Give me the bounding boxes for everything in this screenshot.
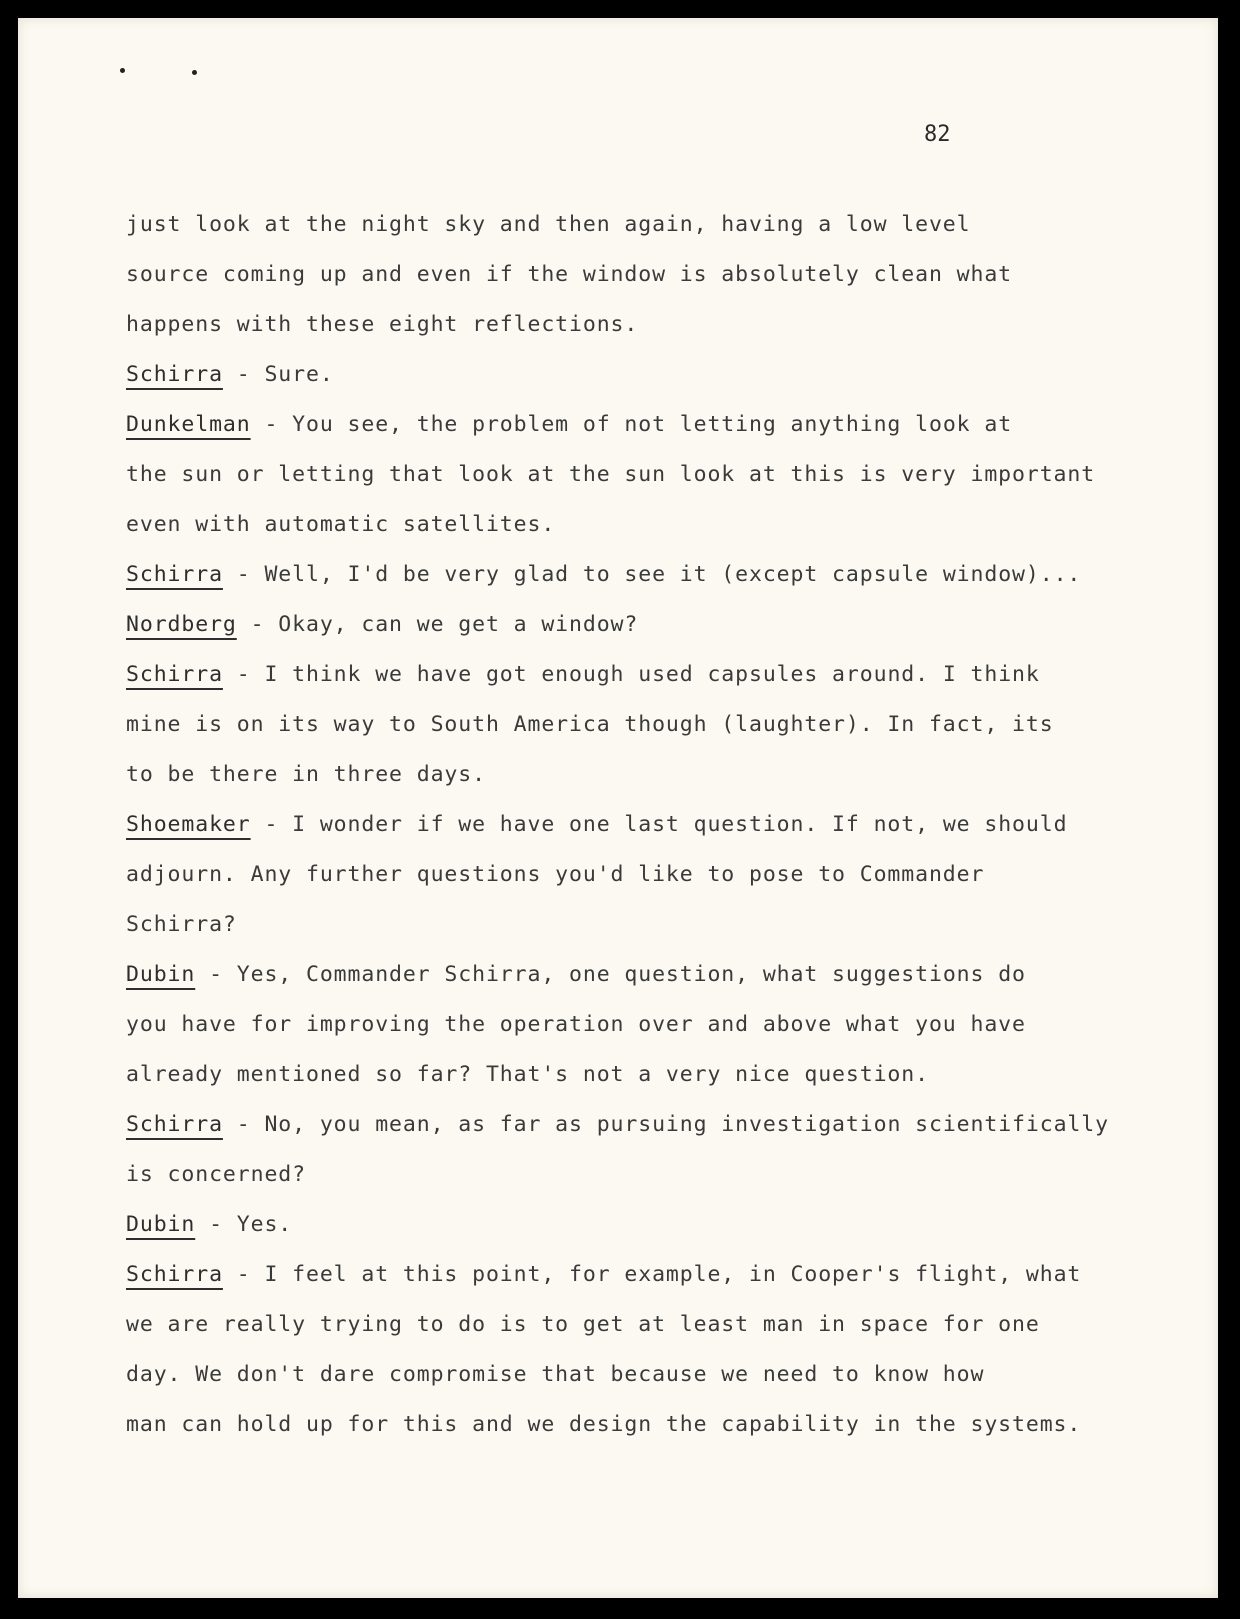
transcript-line <box>126 960 1216 1010</box>
transcript-line <box>126 560 1216 610</box>
transcript-line <box>126 1260 1216 1310</box>
line-text: Schirra? <box>126 912 237 937</box>
transcript-line <box>126 460 1216 510</box>
transcript-line <box>126 310 1216 360</box>
transcript-line <box>126 660 1216 710</box>
line-text: already mentioned so far? That's not a very nice question. <box>126 1062 929 1087</box>
transcript-line <box>126 1310 1216 1360</box>
line-text: day. We don't dare compromise that because we need to know how <box>126 1362 985 1387</box>
speaker-name: Dubin <box>126 962 196 987</box>
line-text: we are really trying to do is to get at least man in space for one <box>126 1312 1040 1337</box>
line-text: you have for improving the operation over and above what you have <box>126 1012 1026 1037</box>
transcript-line <box>126 410 1216 460</box>
transcript-body <box>126 210 1216 1460</box>
line-text: is concerned? <box>126 1162 306 1187</box>
line-text: man can hold up for this and we design the capability in the systems. <box>126 1412 1082 1437</box>
speaker-name: Schirra <box>126 662 223 687</box>
line-text: - Sure. <box>222 362 334 387</box>
page-number: 82 <box>924 122 951 147</box>
transcript-line <box>126 1060 1216 1110</box>
line-text: - You see, the problem of not letting anything look at <box>250 412 1013 437</box>
line-text: even with automatic satellites. <box>126 512 556 537</box>
line-text: the sun or letting that look at the sun look at this is very important <box>126 462 1096 487</box>
transcript-line <box>126 1110 1216 1160</box>
speaker-name: Schirra <box>126 562 223 587</box>
transcript-line <box>126 1210 1216 1260</box>
transcript-line <box>126 210 1216 260</box>
line-text: adjourn. Any further questions you'd like to pose to Commander <box>126 862 985 887</box>
transcript-line <box>126 360 1216 410</box>
line-text: source coming up and even if the window is absolutely clean what <box>126 262 1013 287</box>
transcript-line <box>126 810 1216 860</box>
line-text: - Yes. <box>195 1212 293 1237</box>
transcript-line <box>126 1010 1216 1060</box>
line-text: happens with these eight reflections. <box>126 312 639 337</box>
line-text: - No, you mean, as far as pursuing investigation scientifically <box>222 1112 1109 1137</box>
line-text: - I think we have got enough used capsules around. I think <box>222 662 1040 687</box>
transcript-line <box>126 610 1216 660</box>
transcript-line <box>126 760 1216 810</box>
transcript-line <box>126 710 1216 760</box>
speck <box>192 70 197 75</box>
line-text: - Okay, can we get a window? <box>236 612 639 637</box>
speaker-name: Dunkelman <box>126 412 251 437</box>
line-text: - Yes, Commander Schirra, one question, what suggestions do <box>195 962 1026 987</box>
paper-specks <box>108 58 198 78</box>
line-text: - I feel at this point, for example, in Cooper's flight, what <box>222 1262 1082 1287</box>
document-page <box>18 18 1218 1598</box>
line-text: - I wonder if we have one last question. If not, we should <box>250 812 1068 837</box>
transcript-line <box>126 910 1216 960</box>
speaker-name: Nordberg <box>126 612 237 637</box>
transcript-line <box>126 510 1216 560</box>
line-text: mine is on its way to South America though (laughter). In fact, its <box>126 712 1054 737</box>
transcript-line <box>126 1160 1216 1210</box>
speck <box>120 68 125 73</box>
speaker-name: Schirra <box>126 1262 223 1287</box>
speaker-name: Shoemaker <box>126 812 251 837</box>
transcript-line <box>126 1360 1216 1410</box>
speaker-name: Schirra <box>126 362 223 387</box>
transcript-line <box>126 1410 1216 1460</box>
speaker-name: Schirra <box>126 1112 223 1137</box>
transcript-line <box>126 860 1216 910</box>
speaker-name: Dubin <box>126 1212 196 1237</box>
line-text: just look at the night sky and then again, having a low level <box>126 212 971 237</box>
transcript-line <box>126 260 1216 310</box>
line-text: to be there in three days. <box>126 762 486 787</box>
line-text: - Well, I'd be very glad to see it (except capsule window)... <box>222 562 1082 587</box>
